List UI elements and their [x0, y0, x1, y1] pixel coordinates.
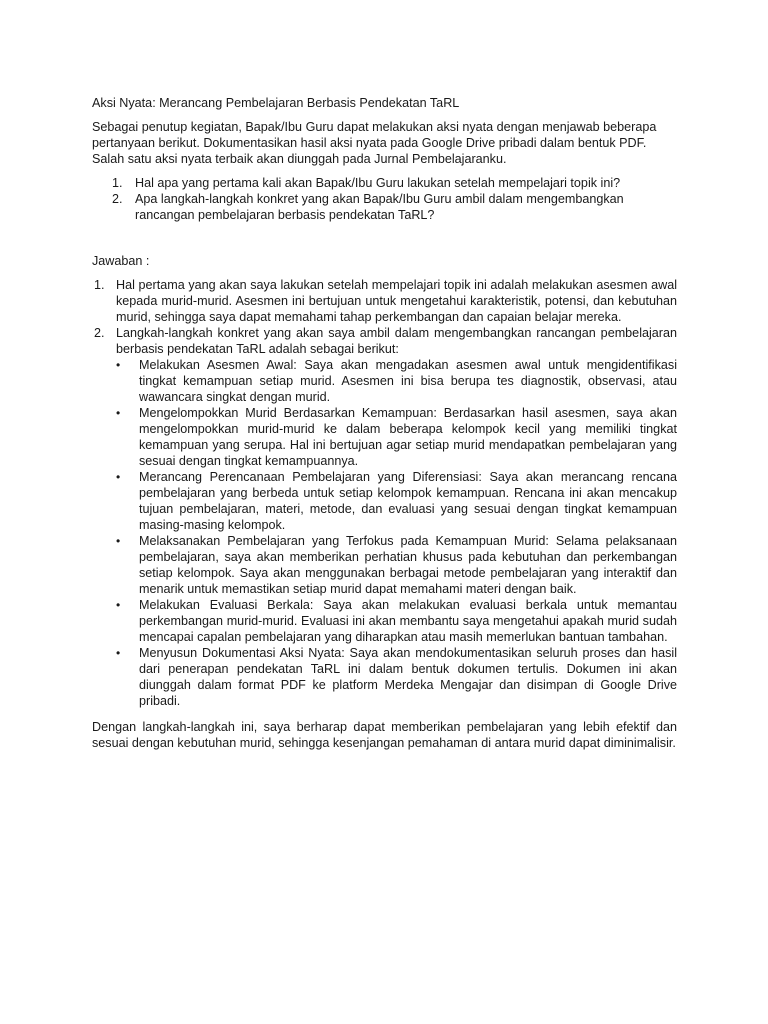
question-text: Apa langkah-langkah konkret yang akan Bapak/Ibu Guru ambil dalam mengembangkan rancangan pembelajaran berbasis pendekatan TaRL?	[135, 192, 624, 222]
step-text: Merancang Perencanaan Pembelajaran yang Diferensiasi: Saya akan merancang rencana pembelajaran yang berbeda untuk setiap kelompok kemampuan. Rencana ini akan mencakup tujuan pembelajaran, materi, metode, dan evaluasi yang sesuai dengan tingkat kemampuan masing-masing kelompok.	[139, 470, 677, 532]
question-number: 2.	[112, 192, 123, 206]
bullet-icon: •	[116, 534, 121, 548]
step-item	[116, 597, 677, 645]
intro-paragraph: Sebagai penutup kegiatan, Bapak/Ibu Guru dapat melakukan aksi nyata dengan menjawab beberapa pertanyaan berikut. Dokumentasikan hasil aksi nyata pada Google Drive pribadi dalam bentuk PDF. Salah satu aksi nyata terbaik akan diunggah pada Jurnal Pembelajaranku.	[92, 120, 657, 166]
answer-heading: Jawaban :	[92, 254, 150, 268]
bullet-icon: •	[116, 598, 121, 612]
step-text: Menyusun Dokumentasi Aksi Nyata: Saya akan mendokumentasikan seluruh proses dan hasil dari penerapan pendekatan TaRL ini dalam bentuk dokumen tertulis. Dokumen ini akan diunggah dalam format PDF ke platform Merdeka Mengajar dan disimpan di Google Drive pribadi.	[139, 646, 677, 708]
step-item	[116, 357, 677, 405]
answer-item	[92, 325, 677, 709]
bullet-icon: •	[116, 406, 121, 420]
step-item	[116, 533, 677, 597]
answer-list	[92, 277, 677, 709]
answer-item	[92, 277, 677, 325]
step-list	[116, 357, 677, 709]
bullet-icon: •	[116, 470, 121, 484]
question-list	[92, 175, 677, 223]
document-body	[92, 95, 677, 751]
question-text: Hal apa yang pertama kali akan Bapak/Ibu Guru lakukan setelah mempelajari topik ini?	[135, 176, 621, 190]
step-text: Melakukan Asesmen Awal: Saya akan mengadakan asesmen awal untuk mengidentifikasi tingkat kemampuan setiap murid. Asesmen ini bisa berupa tes diagnostik, observasi, atau wawancara singkat dengan murid.	[139, 358, 677, 404]
answer-number: 2.	[94, 326, 105, 340]
question-item	[92, 175, 677, 191]
answer-text: Hal pertama yang akan saya lakukan setelah mempelajari topik ini adalah melakukan asesmen awal kepada murid-murid. Asesmen ini bertujuan untuk mengetahui karakteristik, potensi, dan kebutuhan murid, sehingga saya dapat memahami tahap perkembangan dan capaian belajar mereka.	[116, 278, 677, 324]
closing-paragraph: Dengan langkah-langkah ini, saya berharap dapat memberikan pembelajaran yang lebih efektif dan sesuai dengan kebutuhan murid, sehingga kesenjangan pemahaman di antara murid dapat diminimalisir.	[92, 720, 677, 750]
step-text: Melakukan Evaluasi Berkala: Saya akan melakukan evaluasi berkala untuk memantau perkembangan murid-murid. Evaluasi ini akan membantu saya mengetahui apakah murid sudah mencapai capalan pembelajaran yang diharapkan atau masih memerlukan bantuan tambahan.	[139, 598, 677, 644]
bullet-icon: •	[116, 646, 121, 660]
answer-text: Langkah-langkah konkret yang akan saya ambil dalam mengembangkan rancangan pembelajaran berbasis pendekatan TaRL adalah sebagai berikut:	[116, 326, 677, 356]
step-text: Melaksanakan Pembelajaran yang Terfokus pada Kemampuan Murid: Selama pelaksanaan pembelajaran, saya akan memberikan perhatian khusus pada kebutuhan dan perkembangan setiap kelompok. Saya akan menggunakan berbagai metode pembelajaran yang interaktif dan menarik untuk memastikan setiap murid dapat memahami materi dengan baik.	[139, 534, 677, 596]
step-item	[116, 469, 677, 533]
bullet-icon: •	[116, 358, 121, 372]
step-item	[116, 405, 677, 469]
question-item	[92, 191, 677, 223]
document-title: Aksi Nyata: Merancang Pembelajaran Berbasis Pendekatan TaRL	[92, 96, 460, 110]
step-text: Mengelompokkan Murid Berdasarkan Kemampuan: Berdasarkan hasil asesmen, saya akan mengelompokkan murid-murid ke dalam beberapa kelompok kecil yang memiliki tingkat kemampuan yang serupa. Hal ini bertujuan agar setiap murid mendapatkan pembelajaran yang sesuai dengan tingkat kemampuannya.	[139, 406, 677, 468]
step-item	[116, 645, 677, 709]
question-number: 1.	[112, 176, 123, 190]
answer-number: 1.	[94, 278, 105, 292]
